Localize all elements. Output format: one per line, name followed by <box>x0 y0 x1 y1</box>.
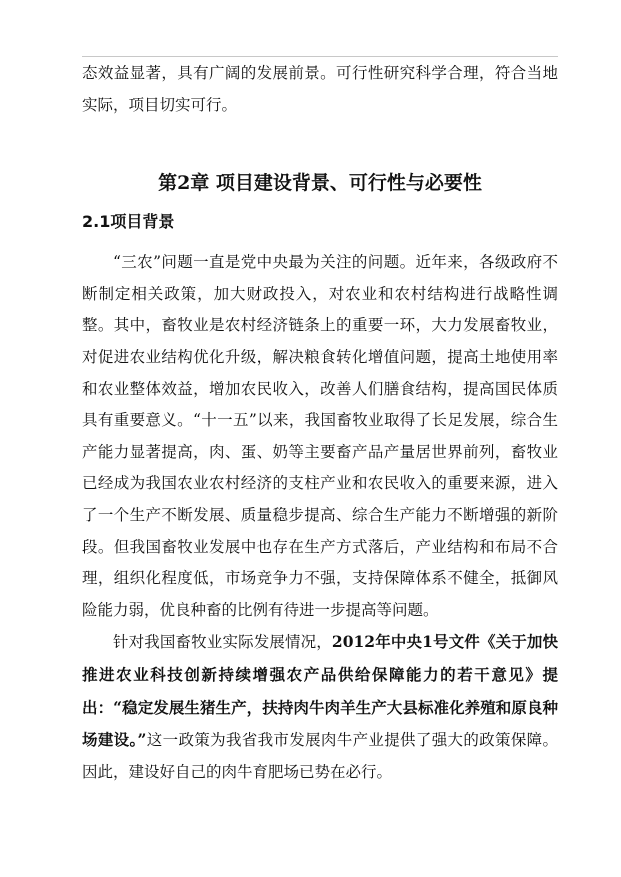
policy-document-quote: 2012年中央1号文件《关于加快推进农业科技创新持续增强农产品供给保障能力的若干意见》提出：“稳定发展生猪生产，扶持肉牛肉羊生产大县标准化养殖和原良种场建设。” <box>82 632 558 750</box>
background-paragraph-2 <box>82 626 558 788</box>
paragraph-2-closing-text: 这一政策为我省我市发展肉牛产业提供了强大的政策保障。因此，建设好自己的肉牛育肥场已势在必行。 <box>82 731 558 781</box>
intro-paragraph: 态效益显著，具有广阔的发展前景。可行性研究科学合理，符合当地实际，项目切实可行。 <box>82 64 558 114</box>
section-title: 2.1项目背景 <box>82 212 175 232</box>
paragraph-2-lead-text: 针对我国畜牧业实际发展情况， <box>113 633 332 652</box>
page-content <box>82 58 558 788</box>
chapter-title: 第2章 项目建设背景、可行性与必要性 <box>158 172 482 195</box>
header-divider <box>82 56 558 57</box>
background-paragraph-1: “三农”问题一直是党中央最为关注的问题。近年来，各级政府不断制定相关政策，加大财政投入，对农业和农村结构进行战略性调整。其中，畜牧业是农村经济链条上的重要一环，大力发展畜牧业，对促进农业结构优化升级，解决粮食转化增值问题，提高土地使用率和农业整体效益，增加农民收入，改善人们膳食结构，提高国民体质具有重要意义。“十一五”以来，我国畜牧业取得了长足发展，综合生产能力显著提高，肉、蛋、奶等主要畜产品产量居世界前列，畜牧业已经成为我国农业农村经济的支柱产业和农民收入的重要来源，进入了一个生产不断发展、质量稳步提高、综合生产能力不断增强的新阶段。但我国畜牧业发展中也存在生产方式落后，产业结构和布局不合理，组织化程度低，市场竞争力不强，支持保障体系不健全，抵御风险能力弱，优良种畜的比例有待进一步提高等问题。 <box>82 253 558 619</box>
